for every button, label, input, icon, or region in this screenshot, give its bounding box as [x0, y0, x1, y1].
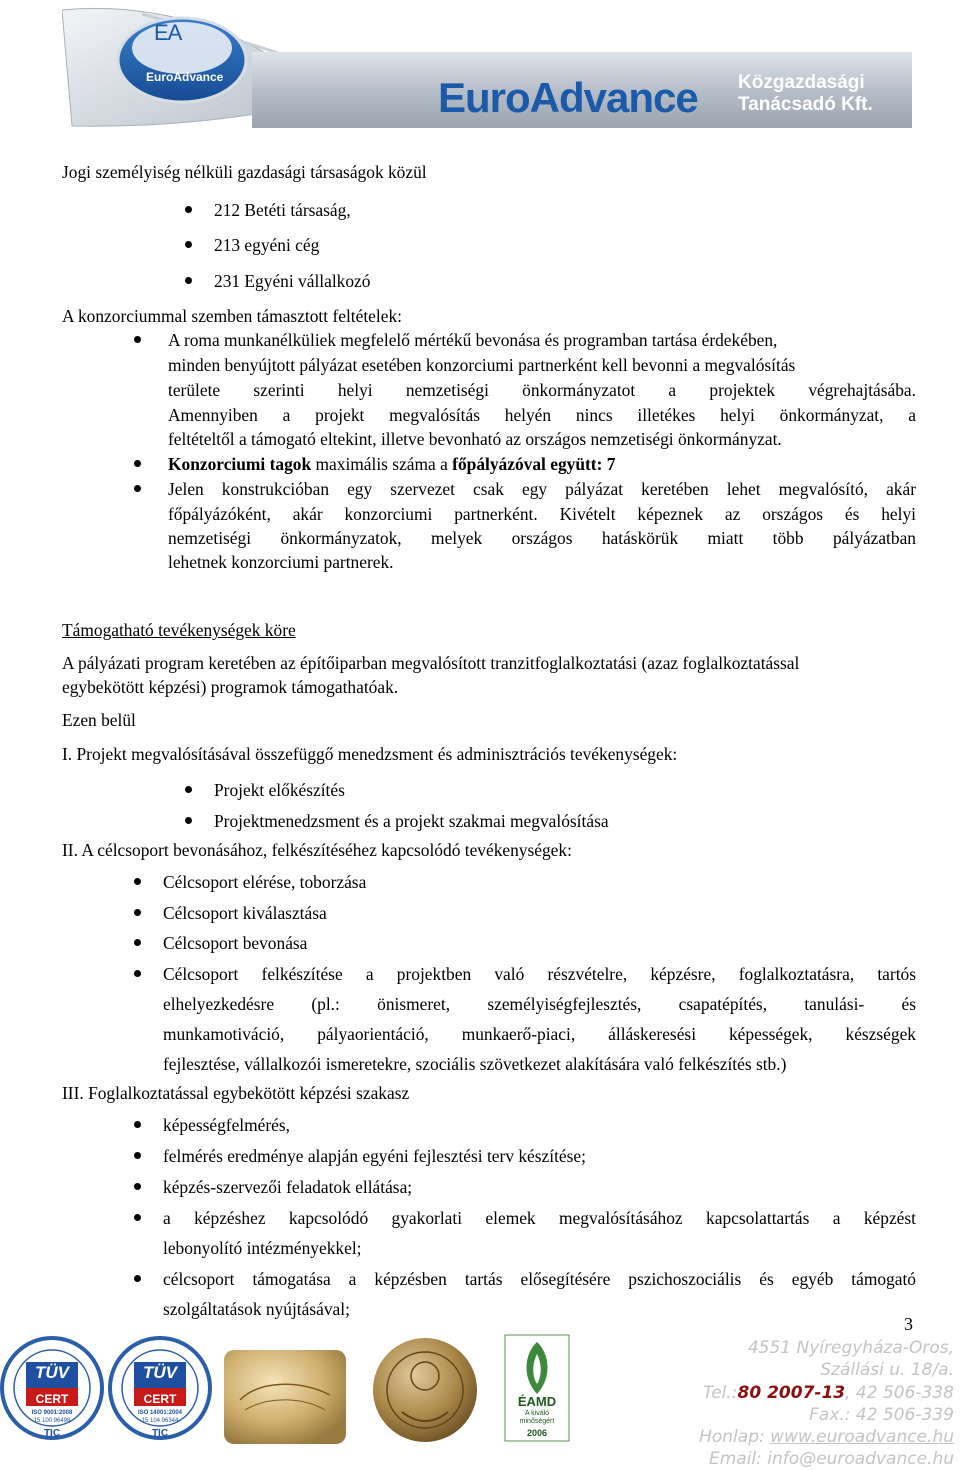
text-line: Célcsoport felkészítése a projektben való részvételre, képzésre, foglalkoztatásra, tartós	[163, 964, 916, 984]
text-line: Ezen belül	[62, 710, 136, 730]
text-line: Amennyiben a projekt megvalósítás helyén nincs illetékes helyi önkormányzat, a	[168, 405, 916, 425]
tuv-badge-9001	[0, 1330, 104, 1450]
bronze-medal-award	[370, 1330, 480, 1455]
text-line: lehetnek konzorciumi partnerek.	[168, 552, 394, 572]
list-item: Projekt előkészítés	[214, 780, 345, 800]
tuv-region: THÜRINGEN	[34, 1384, 70, 1390]
section2-intro: A konzorciummal szemben támasztott feltételek:	[62, 306, 402, 326]
text-line: a képzéshez kapcsolódó gyakorlati elemek megvalósításához kapcsolattartás a képzést	[163, 1208, 916, 1228]
bullet-icon	[134, 1183, 141, 1190]
eamd-line1: A kiváló	[524, 1410, 550, 1417]
logo-mark: EA	[154, 20, 182, 45]
tuv-badge-14001	[108, 1330, 212, 1450]
tuv-region: THÜRINGEN	[142, 1384, 178, 1390]
tuv-number: 15 100 96498	[33, 1418, 71, 1424]
text-line: A pályázati program keretében az építőiparban megvalósított tranzitfoglalkoztatási (azaz foglalkoztatással	[62, 653, 800, 673]
list-item: Projektmenedzsment és a projekt szakmai megvalósítása	[214, 811, 609, 831]
eamd-name: ÉAMD	[517, 1394, 557, 1409]
text-line: területe szerinti helyi nemzetiségi önkormányzatot a projektek végrehajtásába.	[168, 380, 916, 400]
address-line1: 4551 Nyíregyháza-Oros,	[747, 1338, 954, 1358]
text-line: főpályázóként, akár konzorciumi partnerként. Kivételt képeznek az országos és helyi	[168, 504, 916, 524]
email[interactable]: Email: info@euroadvance.hu	[708, 1449, 954, 1469]
bullet-icon	[134, 1214, 141, 1221]
eamd-line2: minőségért	[519, 1418, 555, 1425]
brand-tagline: Közgazdasági Tanácsadó Kft.	[738, 72, 873, 115]
tuv-brand: TÜV	[35, 1363, 69, 1382]
list-item: 212 Betéti társaság,	[214, 200, 351, 220]
list-item: felmérés eredménye alapján egyéni fejlesztési terv készítése;	[163, 1146, 586, 1166]
logo-subtitle: EuroAdvance	[146, 70, 224, 84]
bullet-icon	[134, 485, 141, 492]
text-line: Jelen konstrukcióban egy szervezet csak egy pályázat keretében lehet megvalósító, akár	[168, 479, 916, 499]
text-line: nemzetiségi önkormányzatok, melyek országos hatáskörük miatt több pályázatban	[168, 528, 916, 548]
bullet-icon	[134, 909, 141, 916]
brand-name: EuroAdvance	[438, 74, 698, 121]
consortium-members: Konzorciumi tagok maximális száma a főpályázóval együtt: 7	[168, 454, 616, 474]
list-item: képességfelmérés,	[163, 1115, 290, 1135]
list-item: Célcsoport elérése, toborzása	[163, 872, 367, 892]
text-line: szolgáltatások nyújtásával;	[163, 1299, 350, 1319]
bullet-icon	[134, 939, 141, 946]
text-line: lebonyolító intézményekkel;	[163, 1238, 362, 1258]
text-line: munkamotiváció, pályaorientáció, munkaerő-piaci, álláskeresési képességek, készségek	[163, 1024, 916, 1044]
tuv-tic: TIC	[151, 1428, 169, 1439]
text-line: egybekötött képzési) programok támogathatóak.	[62, 677, 399, 697]
text-line: elhelyezkedésre (pl.: önismeret, személyiségfejlesztés, csapatépítés, tanulási- és	[163, 994, 916, 1014]
address-line2: Szállási u. 18/a.	[820, 1360, 954, 1380]
medal-icon	[220, 1340, 350, 1450]
bullet-icon	[134, 878, 141, 885]
eamd-year: 2006	[526, 1428, 548, 1438]
list-item: 213 egyéni cég	[214, 235, 320, 255]
tuv-cert: CERT	[143, 1392, 177, 1406]
tuv-tic: TIC	[43, 1428, 61, 1439]
fax: Fax.: 42 506-339	[809, 1405, 954, 1425]
text-line: minden benyújtott pályázat esetében konzorciumi partnerként kell bevonni a megvalósítás	[168, 355, 796, 375]
gold-medal-award	[220, 1340, 350, 1455]
bullet-icon	[134, 970, 141, 977]
bullet-icon	[134, 460, 141, 467]
text-line: célcsoport támogatása a képzésben tartás elősegítésére pszichoszociális és egyéb támogató	[163, 1269, 916, 1289]
medal-icon	[370, 1330, 480, 1450]
tuv-cert: CERT	[35, 1392, 69, 1406]
website: Honlap: www.euroadvance.hu	[699, 1427, 954, 1447]
bullet-icon	[185, 241, 192, 248]
tuv-iso: ISO 14001:2004	[137, 1410, 183, 1416]
bullet-icon	[185, 206, 192, 213]
bullet-icon	[185, 277, 192, 284]
text-line: feltételtől a támogató eltekint, illetve bevonható az országos nemzetiségi önkormányzat.	[168, 429, 782, 449]
bullet-icon	[134, 1152, 141, 1159]
list-item: Célcsoport bevonása	[163, 933, 308, 953]
section-heading: Támogatható tevékenységek köre	[62, 620, 296, 640]
page-number: 3	[904, 1314, 913, 1334]
group-title-I: I. Projekt megvalósításával összefüggő menedzsment és adminisztrációs tevékenységek:	[62, 744, 678, 764]
eamd-shield-icon	[504, 1334, 570, 1442]
list-item: Célcsoport kiválasztása	[163, 903, 327, 923]
tuv-iso: ISO 9001:2008	[31, 1410, 73, 1416]
website-link[interactable]: www.euroadvance.hu	[770, 1427, 954, 1447]
header-banner	[62, 4, 912, 128]
text-line: A roma munkanélküliek megfelelő mértékű bevonása és programban tartása érdekében,	[168, 330, 778, 350]
tuv-number: 15 104 96344	[141, 1418, 179, 1424]
group-title-III: III. Foglalkoztatással egybekötött képzési szakasz	[62, 1083, 410, 1103]
bullet-icon	[134, 1275, 141, 1282]
text-line: fejlesztése, vállalkozói ismeretekre, szociális szövetkezet alakítására való felkészítés stb.)	[163, 1054, 787, 1074]
tuv-brand: TÜV	[143, 1363, 177, 1382]
bullet-icon	[185, 817, 192, 824]
bullet-icon	[134, 1121, 141, 1128]
group-title-II: II. A célcsoport bevonásához, felkészítéséhez kapcsolódó tevékenységek:	[62, 840, 572, 860]
bullet-icon	[185, 786, 192, 793]
eamd-badge	[504, 1334, 570, 1442]
telephone: Tel.:80 2007-13, 42 506-338	[702, 1383, 954, 1403]
bullet-icon	[134, 336, 141, 343]
list-item: 231 Egyéni vállalkozó	[214, 271, 371, 291]
list-item: képzés-szervezői feladatok ellátása;	[163, 1177, 413, 1197]
section1-intro: Jogi személyiség nélküli gazdasági társaságok közül	[62, 162, 427, 182]
